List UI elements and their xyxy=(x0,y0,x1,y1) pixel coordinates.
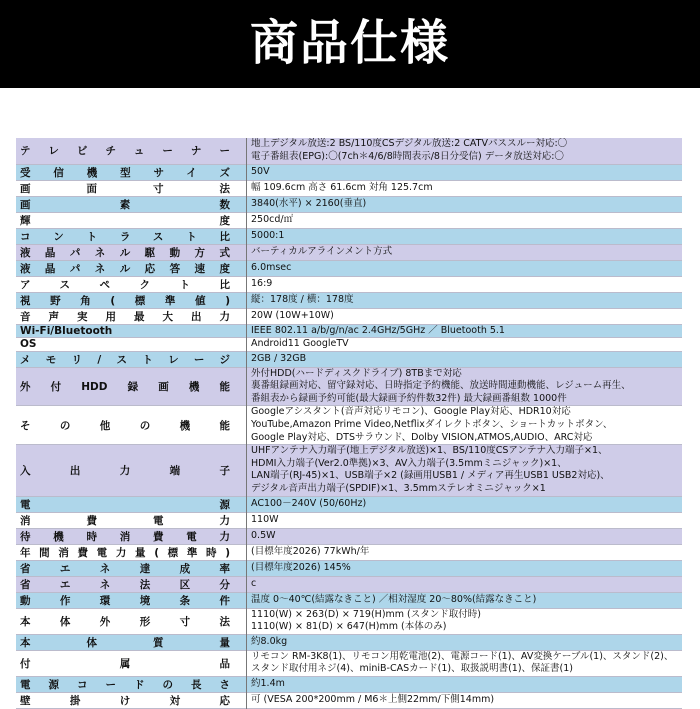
spec-row xyxy=(16,138,682,164)
spec-value xyxy=(247,212,683,228)
spec-label: その他の機能 xyxy=(16,406,247,445)
spec-label: 消費電力 xyxy=(16,512,247,528)
spec-row xyxy=(16,406,682,445)
spec-label: 省エネ法区分 xyxy=(16,576,247,592)
spec-value-line: 約8.0kg xyxy=(251,636,288,648)
spec-value xyxy=(247,560,683,576)
spec-value-line: 5000:1 xyxy=(251,229,285,241)
spec-label: 年間消費電力量(標準時) xyxy=(16,544,247,560)
spec-row xyxy=(16,512,682,528)
spec-value xyxy=(247,324,683,338)
spec-value-line: 6.0msec xyxy=(251,261,292,273)
spec-row xyxy=(16,351,682,367)
spec-value xyxy=(247,576,683,592)
spec-value xyxy=(247,276,683,292)
spec-value-line: UHFアンテナ入力端子(地上デジタル放送)×1、BS/110度CSアンテナ入力端子×1、 xyxy=(251,445,608,457)
spec-value xyxy=(247,650,683,676)
spec-value-line: HDMI入力端子(Ver2.0準拠)×3、AV入力端子(3.5mmミニジャック)×1、 xyxy=(251,457,567,469)
spec-row xyxy=(16,650,682,676)
spec-value xyxy=(247,406,683,445)
spec-value xyxy=(247,512,683,528)
spec-row xyxy=(16,693,682,709)
spec-value-line: デジタル音声出力端子(SPDIF)×1、3.5mmステレオミニジャック×1 xyxy=(251,483,546,495)
spec-value-line: c xyxy=(251,577,257,589)
spec-value xyxy=(247,528,683,544)
spec-value-line: 1110(W) × 263(D) × 719(H)mm (スタンド取付時) xyxy=(251,608,481,620)
spec-value xyxy=(247,338,683,352)
spec-label: OS xyxy=(16,338,247,352)
spec-label: 動作環境条件 xyxy=(16,592,247,608)
spec-value-line: (目標年度2026) 145% xyxy=(251,561,351,573)
spec-label: 電源 xyxy=(16,496,247,512)
spec-row xyxy=(16,496,682,512)
spec-row xyxy=(16,180,682,196)
spec-value-line: 20W (10W+10W) xyxy=(251,309,334,321)
spec-value-line: 温度 0～40℃(結露なきこと) ／相対湿度 20～80%(結露なきこと) xyxy=(251,593,537,605)
spec-row xyxy=(16,445,682,496)
spec-value xyxy=(247,292,683,308)
spec-value-line: バーティカルアラインメント方式 xyxy=(251,245,393,257)
spec-label: 音声実用最大出力 xyxy=(16,308,247,324)
spec-value xyxy=(247,592,683,608)
spec-value-line: 番組表から録画予約可能(最大録画予約件数32件) 最大録画番組数 1000件 xyxy=(251,392,567,404)
spec-row xyxy=(16,338,682,352)
spec-value xyxy=(247,180,683,196)
spec-label: テレビチューナー xyxy=(16,138,247,164)
spec-value-line: 約1.4m xyxy=(251,678,285,690)
spec-value-line: 250cd/㎡ xyxy=(251,213,294,225)
spec-row xyxy=(16,244,682,260)
spec-row xyxy=(16,677,682,693)
spec-row xyxy=(16,560,682,576)
spec-label: 省エネ達成率 xyxy=(16,560,247,576)
spec-label: 本体外形寸法 xyxy=(16,608,247,634)
spec-label: 付属品 xyxy=(16,650,247,676)
spec-value-line: IEEE 802.11 a/b/g/n/ac 2.4GHz/5GHz ／ Bluetooth 5.1 xyxy=(251,324,505,336)
spec-table-body xyxy=(16,138,682,709)
page-title: 商品仕様 xyxy=(249,15,450,71)
spec-row xyxy=(16,292,682,308)
spec-value-line: リモコン RM-3K8(1)、リモコン用乾電池(2)、電源コード(1)、AV変換ケーブル(1)、スタンド(2)、 xyxy=(251,650,674,662)
spec-value-line: (目標年度2026) 77kWh/年 xyxy=(251,545,370,557)
spec-value xyxy=(247,164,683,180)
spec-row xyxy=(16,576,682,592)
spec-value xyxy=(247,496,683,512)
spec-row xyxy=(16,367,682,406)
spec-row xyxy=(16,544,682,560)
header-banner xyxy=(0,0,700,88)
spec-value xyxy=(247,608,683,634)
spec-row xyxy=(16,212,682,228)
spec-label: 画素数 xyxy=(16,196,247,212)
spec-value-line: YouTube,Amazon Prime Video,Netflixダイレクトボタン、ショートカットボタン、 xyxy=(251,419,613,431)
spec-label: 外付HDD録画機能 xyxy=(16,367,247,406)
spec-value xyxy=(247,544,683,560)
spec-value xyxy=(247,351,683,367)
spec-value xyxy=(247,260,683,276)
spec-value-line: 可 (VESA 200*200mm / M6＊上側22mm/下側14mm) xyxy=(251,694,495,706)
spec-row xyxy=(16,308,682,324)
spec-value-line: 電子番組表(EPG):〇(7ch＊4/6/8時間表示/8日分受信) データ放送対応:〇 xyxy=(251,150,564,162)
spec-row xyxy=(16,164,682,180)
spec-row xyxy=(16,528,682,544)
spec-row xyxy=(16,260,682,276)
spec-value xyxy=(247,138,683,164)
spec-row xyxy=(16,608,682,634)
spec-label: 受信機型サイズ xyxy=(16,164,247,180)
spec-label: 視野角(標準値) xyxy=(16,292,247,308)
spec-value-line: 16:9 xyxy=(251,277,273,289)
spec-label: 待機時消費電力 xyxy=(16,528,247,544)
spec-value xyxy=(247,634,683,650)
spec-row xyxy=(16,592,682,608)
spec-label: コントラスト比 xyxy=(16,228,247,244)
spec-row xyxy=(16,324,682,338)
spec-value-line: Google Play対応、DTSサラウンド、Dolby VISION,ATMOS,AUDIO、ARC対応 xyxy=(251,431,593,443)
spec-value-line: 縦：178度 / 横：178度 xyxy=(251,293,354,305)
spec-row xyxy=(16,634,682,650)
spec-value-line: AC100－240V (50/60Hz) xyxy=(251,497,367,509)
spec-value xyxy=(247,196,683,212)
spec-label: 電源コードの長さ xyxy=(16,677,247,693)
spec-value-line: スタンド取付用ネジ(4)、miniB-CASカード(1)、取扱説明書(1)、保証書(1) xyxy=(251,663,573,675)
spec-value xyxy=(247,693,683,709)
spec-value-line: 1110(W) × 81(D) × 647(H)mm (本体のみ) xyxy=(251,621,447,633)
spec-value-line: 裏番組録画対応、留守録対応、日時指定予約機能、放送時間連動機能、レジューム再生、 xyxy=(251,380,631,392)
spec-value-line: 3840(水平) × 2160(垂直) xyxy=(251,197,367,209)
spec-value xyxy=(247,367,683,406)
spec-row xyxy=(16,228,682,244)
spec-label: アスペクト比 xyxy=(16,276,247,292)
spec-value xyxy=(247,228,683,244)
spec-value-line: 2GB / 32GB xyxy=(251,352,307,364)
spec-label: 本体質量 xyxy=(16,634,247,650)
spec-label: 液晶パネル応答速度 xyxy=(16,260,247,276)
spec-value-line: 110W xyxy=(251,513,279,525)
spec-value-line: 外付HDD(ハードディスクドライブ) 8TBまで対応 xyxy=(251,367,462,379)
spec-label: 入出力端子 xyxy=(16,445,247,496)
spec-label: Wi-Fi/Bluetooth xyxy=(16,324,247,338)
spec-value-line: 幅 109.6cm 高さ 61.6cm 対角 125.7cm xyxy=(251,181,433,193)
spec-value xyxy=(247,244,683,260)
spec-value-line: 地上デジタル放送:2 BS/110度CSデジタル放送:2 CATVパススルー対応:〇 xyxy=(251,138,568,150)
spec-value-line: 50V xyxy=(251,165,270,177)
spec-row xyxy=(16,276,682,292)
spec-value-line: Android11 GoogleTV xyxy=(251,338,349,350)
spec-label: 画面寸法 xyxy=(16,180,247,196)
spec-value-line: LAN端子(RJ-45)×1、USB端子×2 (録画用USB1 / メディア再生USB1 USB2対応)、 xyxy=(251,470,610,482)
spec-label: メモリ/ストレージ xyxy=(16,351,247,367)
spec-label: 壁掛け対応 xyxy=(16,693,247,709)
spec-label: 輝度 xyxy=(16,212,247,228)
spec-value-line: Googleアシスタント(音声対応リモコン)、Google Play対応、HDR10対応 xyxy=(251,406,571,418)
spec-value-line: 0.5W xyxy=(251,529,276,541)
spec-value xyxy=(247,677,683,693)
spec-value xyxy=(247,308,683,324)
spec-value xyxy=(247,445,683,496)
spec-table xyxy=(16,138,682,709)
spec-row xyxy=(16,196,682,212)
spec-label: 液晶パネル駆動方式 xyxy=(16,244,247,260)
